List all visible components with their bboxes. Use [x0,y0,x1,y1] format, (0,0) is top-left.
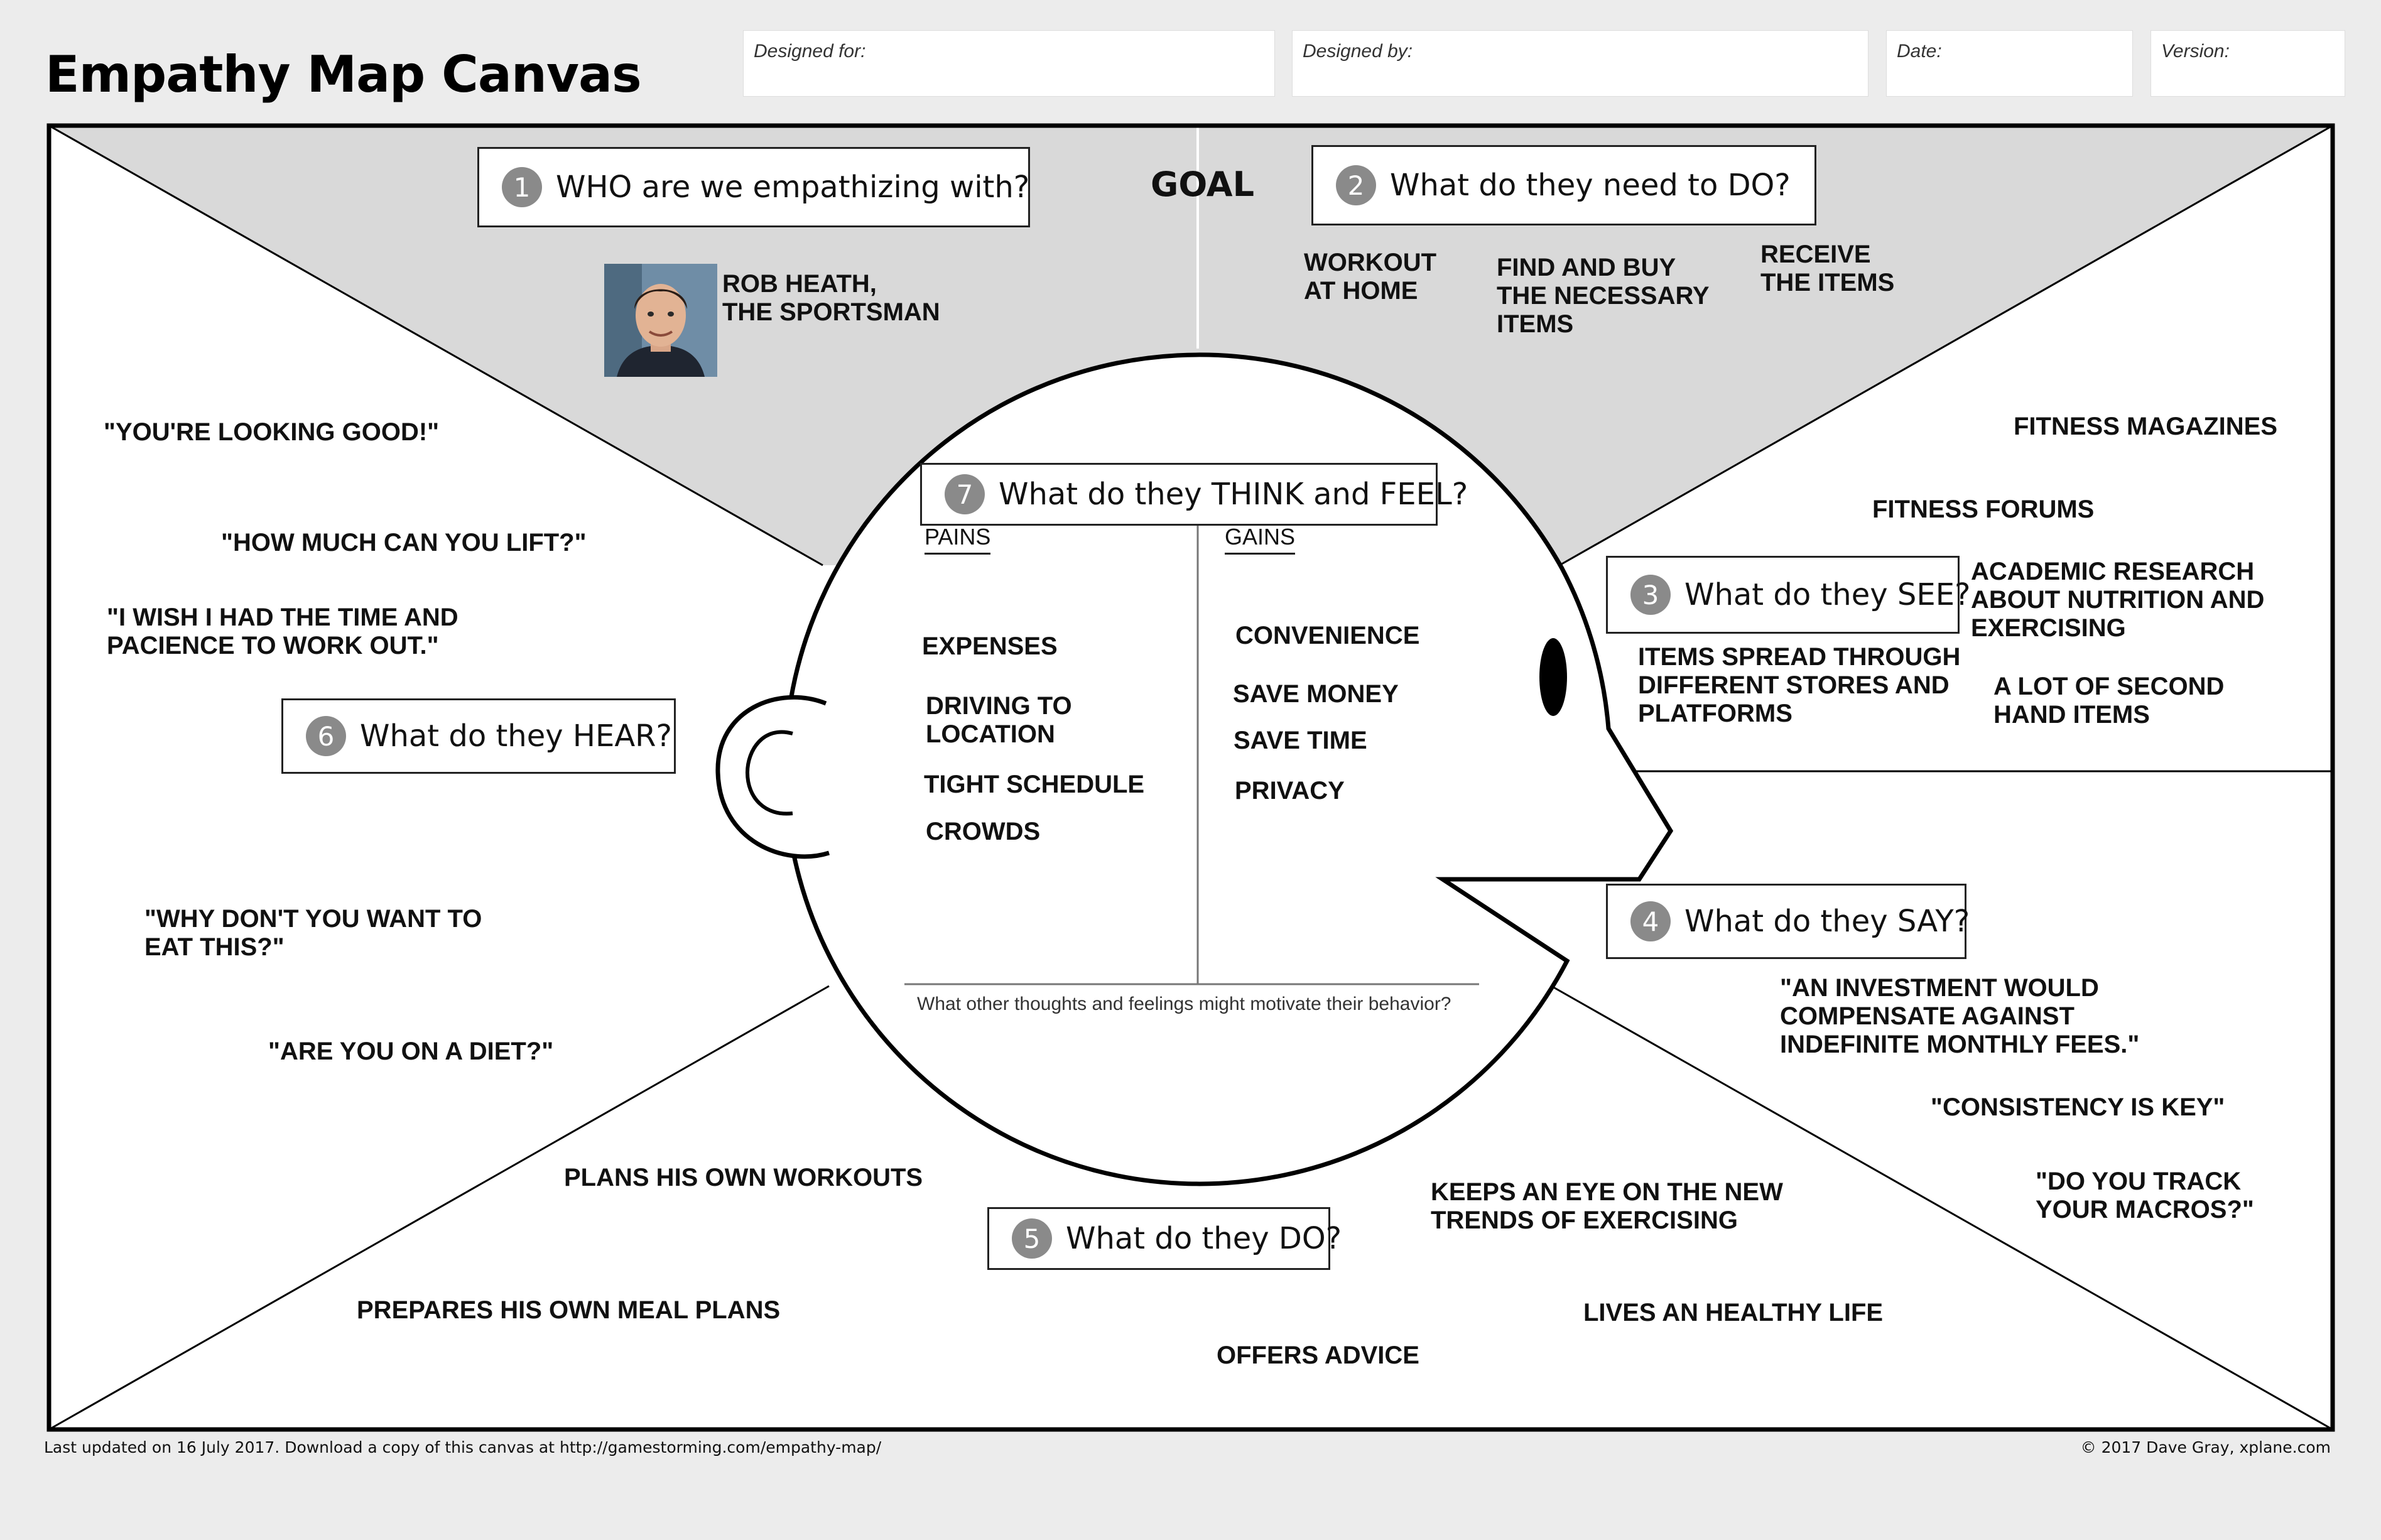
designed-by-label: Designed by: [1303,41,1413,62]
hear-item: "WHY DON'T YOU WANT TO EAT THIS?" [144,905,482,961]
hear-item: "I WISH I HAD THE TIME AND PACIENCE TO WORK OUT." [107,604,458,659]
do-question-box [987,1207,1342,1270]
pain-item: DRIVING TO LOCATION [926,692,1072,748]
need-to-do-item: RECEIVE THE ITEMS [1760,241,1895,296]
footer-left: Last updated on 16 July 2017. Download a copy of this canvas at http://gamestorming.com/empathy-map/ [44,1438,882,1456]
do-item: LIVES AN HEALTHY LIFE [1583,1299,1884,1326]
need-to-do-question: What do they need to DO? [1390,168,1791,203]
say-item: "CONSISTENCY IS KEY" [1931,1093,2225,1121]
page-title: Empathy Map Canvas [45,45,641,104]
think-feel-question-box [920,463,1468,526]
see-item: FITNESS MAGAZINES [2014,413,2278,440]
need-to-do-item: FIND AND BUY THE NECESSARY ITEMS [1497,254,1710,338]
see-item: FITNESS FORUMS [1872,496,2095,523]
see-question: What do they SEE? [1684,577,1971,612]
gain-item: SAVE MONEY [1233,680,1399,708]
gain-item: PRIVACY [1235,777,1345,805]
persona-photo-icon [604,264,717,377]
do-number-badge: 5 [1012,1218,1052,1259]
see-number-badge: 3 [1630,575,1671,615]
see-item: ITEMS SPREAD THROUGH DIFFERENT STORES AND PLATFORMS [1638,643,1961,727]
think-feel-question: What do they THINK and FEEL? [999,477,1468,512]
persona-name: ROB HEATH, THE SPORTSMAN [722,270,940,326]
think-feel-number-badge: 7 [945,474,985,514]
designed-for-label: Designed for: [754,41,866,62]
need-to-do-number-badge: 2 [1336,165,1376,205]
pains-heading: PAINS [925,524,990,555]
pain-item: EXPENSES [922,632,1058,660]
do-item: KEEPS AN EYE ON THE NEW TRENDS OF EXERCISING [1431,1178,1783,1234]
pain-item: CROWDS [926,818,1041,845]
hear-number-badge: 6 [306,716,346,756]
hear-item: "YOU'RE LOOKING GOOD!" [104,418,440,446]
need-to-do-item: WORKOUT AT HOME [1304,249,1437,305]
say-question-box [1606,884,1970,959]
footer-right: © 2017 Dave Gray, xplane.com [2080,1438,2331,1456]
see-item: A LOT OF SECOND HAND ITEMS [1993,673,2225,729]
date-label: Date: [1897,41,1942,62]
say-item: "AN INVESTMENT WOULD COMPENSATE AGAINST INDEFINITE MONTHLY FEES." [1780,974,2140,1058]
gains-heading: GAINS [1225,524,1295,555]
persona-avatar [604,264,717,377]
who-question-box [477,147,1030,227]
pain-item: TIGHT SCHEDULE [924,771,1145,798]
gain-item: CONVENIENCE [1235,622,1420,649]
do-item: PREPARES HIS OWN MEAL PLANS [357,1296,781,1324]
who-question: WHO are we empathizing with? [556,170,1030,205]
gain-item: SAVE TIME [1234,727,1367,754]
who-number-badge: 1 [502,167,542,207]
version-label: Version: [2161,41,2230,62]
say-question: What do they SAY? [1684,904,1970,939]
say-item: "DO YOU TRACK YOUR MACROS?" [2036,1168,2254,1223]
hear-item: "ARE YOU ON A DIET?" [268,1038,554,1065]
do-question: What do they DO? [1066,1221,1342,1256]
hear-question-box [281,698,676,774]
need-to-do-question-box [1311,145,1816,225]
goal-label: GOAL [1151,165,1254,204]
do-item: PLANS HIS OWN WORKOUTS [564,1164,923,1191]
hear-item: "HOW MUCH CAN YOU LIFT?" [221,529,587,556]
see-item: ACADEMIC RESEARCH ABOUT NUTRITION AND EXERCISING [1971,558,2265,642]
see-question-box [1606,556,1971,634]
eye [1539,638,1567,716]
think-feel-prompt: What other thoughts and feelings might motivate their behavior? [917,994,1451,1014]
do-item: OFFERS ADVICE [1217,1342,1419,1369]
say-number-badge: 4 [1630,901,1671,941]
hear-question: What do they HEAR? [360,718,672,754]
